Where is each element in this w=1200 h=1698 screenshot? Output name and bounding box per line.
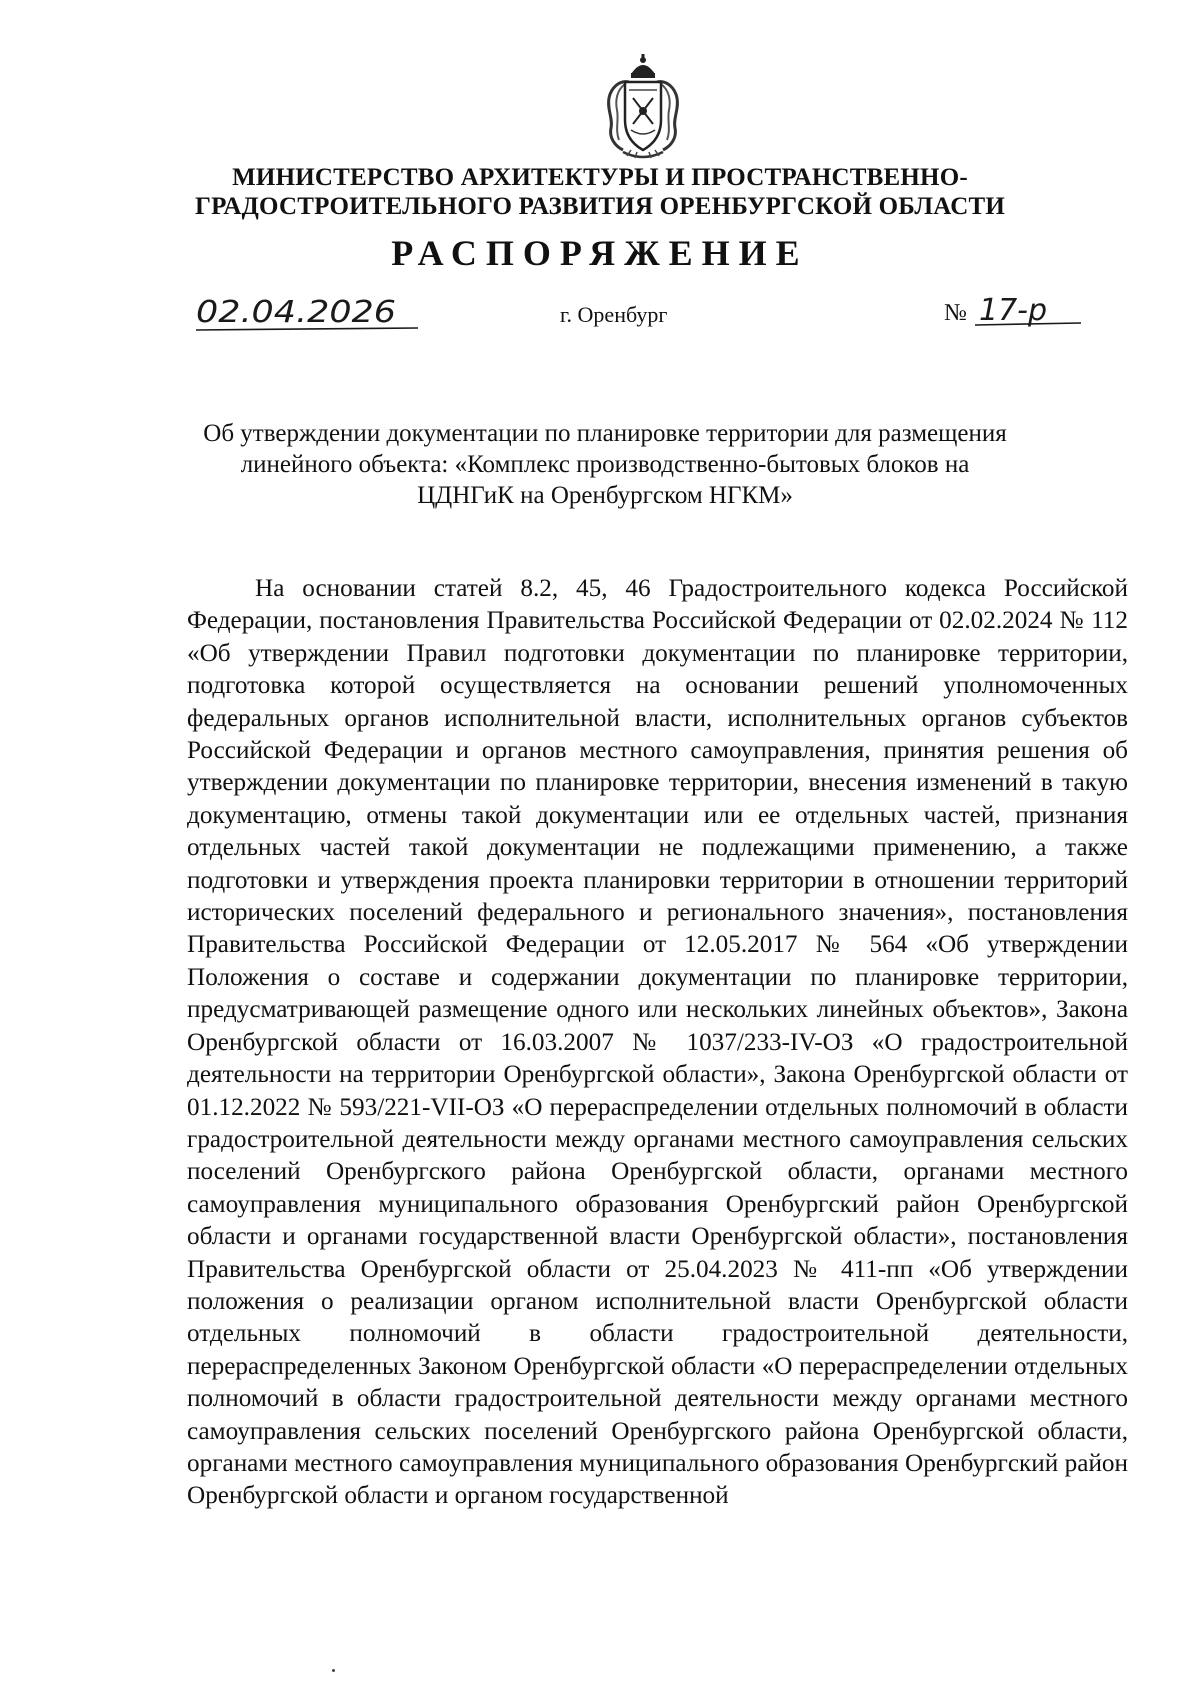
handwritten-number-text: 17-р (979, 293, 1048, 328)
city-label: г. Оренбург (560, 302, 668, 327)
ministry-name-line-1: МИНИСТЕРСТВО АРХИТЕКТУРЫ И ПРОСТРАНСТВЕННО- (232, 164, 968, 191)
handwritten-date-text: 02.04.2026 (196, 295, 396, 330)
ministry-name (120, 163, 1080, 221)
document-type-title: РАСПОРЯЖЕНИЕ (391, 233, 809, 273)
number-label: № (944, 300, 967, 326)
ministry-name-line-2: ГРАДОСТРОИТЕЛЬНОГО РАЗВИТИЯ ОРЕНБУРГСКОЙ ОБЛАСТИ (195, 193, 1005, 220)
body-paragraph: На основании статей 8.2, 45, 46 Градостроительного кодекса Российской Федерации, постановления Правительства Российской Федерации от 02.02.2024 № 112 «Об утверждении Правил подготовки документации по планировке территории, подготовка которой осуществляется на основании решений уполномоченных федеральных органов исполнительной власти, исполнительных органов субъектов Российской Федерации и органов местного самоуправления, принятия решения об утверждении документации по планировке территории, внесения изменений в такую документацию, отмены такой документации или ее отдельных частей, признания отдельных частей такой документации не подлежащими применению, а также подготовки и утверждения проекта планировки территории в отношении территорий исторических поселений федерального и регионального значения», постановления Правительства Российской Федерации от 12.05.2017 № 564 «Об утверждении Положения о составе и содержании документации по планировке территории, предусматривающей размещение одного или нескольких линейных объектов», Закона Оренбургской области от 16.03.2007 № 1037/233-IV-ОЗ «О градостроительной деятельности на территории Оренбургской области», Закона Оренбургской области от 01.12.2022 № 593/221-VII-ОЗ «О перераспределении отдельных полномочий в области градостроительной деятельности между органами местного самоуправления сельских поселений Оренбургского района Оренбургской области, органами местного самоуправления муниципального образования Оренбургский район Оренбургской области и органами государственной власти Оренбургской области», постановления Правительства Оренбургской области от 25.04.2023 № 411-пп «Об утверждении положения о реализации органом исполнительной власти Оренбургской области отдельных полномочий в области градостроительной деятельности, перераспределенных Законом Оренбургской области «О перераспределении отдельных полномочий в области градостроительной деятельности между органами местного самоуправления сельских поселений Оренбургского района Оренбургской области, органами местного самоуправления муниципального образования Оренбургский район Оренбургской области и органом государственной (187, 575, 1128, 1510)
handwritten-date (196, 294, 424, 334)
document-subject (170, 418, 1040, 511)
subject-line-3: ЦДНГиК на Оренбургском НГКМ» (417, 482, 793, 509)
subject-line-2: линейного объекта: «Комплекс производственно-бытовых блоков на (240, 451, 970, 478)
subject-line-1: Об утверждении документации по планировке территории для размещения (203, 420, 1007, 447)
scan-speck (332, 1669, 335, 1672)
coat-of-arms-icon (601, 54, 685, 162)
handwritten-number (975, 290, 1087, 340)
